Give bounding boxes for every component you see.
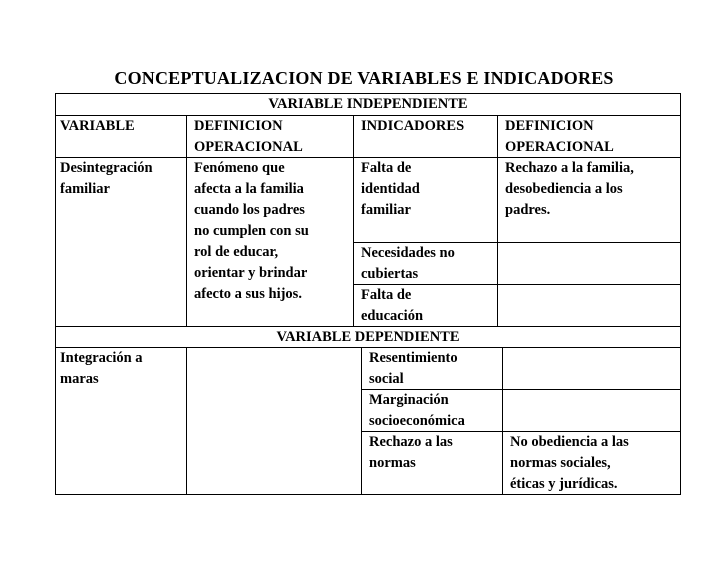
column-header-variable: VARIABLE [60, 118, 135, 134]
section-header-dependent: VARIABLE DEPENDIENTE [276, 329, 460, 345]
column-header-indicadores: INDICADORES [361, 118, 465, 134]
column-header-definicion: DEFINICION OPERACIONAL [194, 118, 303, 155]
dependent-variable: Integración a maras [60, 350, 143, 387]
indicator-name: Marginación socioeconómica [369, 392, 465, 429]
column-divider [497, 115, 498, 326]
indicator-name: Resentimiento social [369, 350, 458, 387]
indicator-name: Falta de educación [361, 287, 424, 324]
column-divider [502, 347, 503, 494]
column-divider [361, 347, 362, 494]
indicator-definition: No obediencia a las normas sociales, éticas y jurídicas. [510, 434, 629, 492]
independent-definicion: Fenómeno que afecta a la familia cuando los padres no cumplen con su rol de educar, orientar y brindar afecto a sus hijos. [194, 160, 309, 302]
column-divider [186, 115, 187, 326]
variables-table [55, 93, 681, 495]
indicator-name: Necesidades no cubiertas [361, 245, 455, 282]
column-header-definicion-indicador: DEFINICION OPERACIONAL [505, 118, 614, 155]
column-divider [353, 115, 354, 326]
independent-variable: Desintegración familiar [60, 160, 153, 197]
indicator-name: Falta de identidad familiar [361, 160, 420, 218]
column-divider [186, 347, 187, 494]
indicator-name: Rechazo a las normas [369, 434, 453, 471]
indicator-definition: Rechazo a la familia, desobediencia a los padres. [505, 160, 634, 218]
section-header-independent: VARIABLE INDEPENDIENTE [268, 96, 468, 112]
page-title: CONCEPTUALIZACION DE VARIABLES E INDICADORES [114, 68, 614, 88]
